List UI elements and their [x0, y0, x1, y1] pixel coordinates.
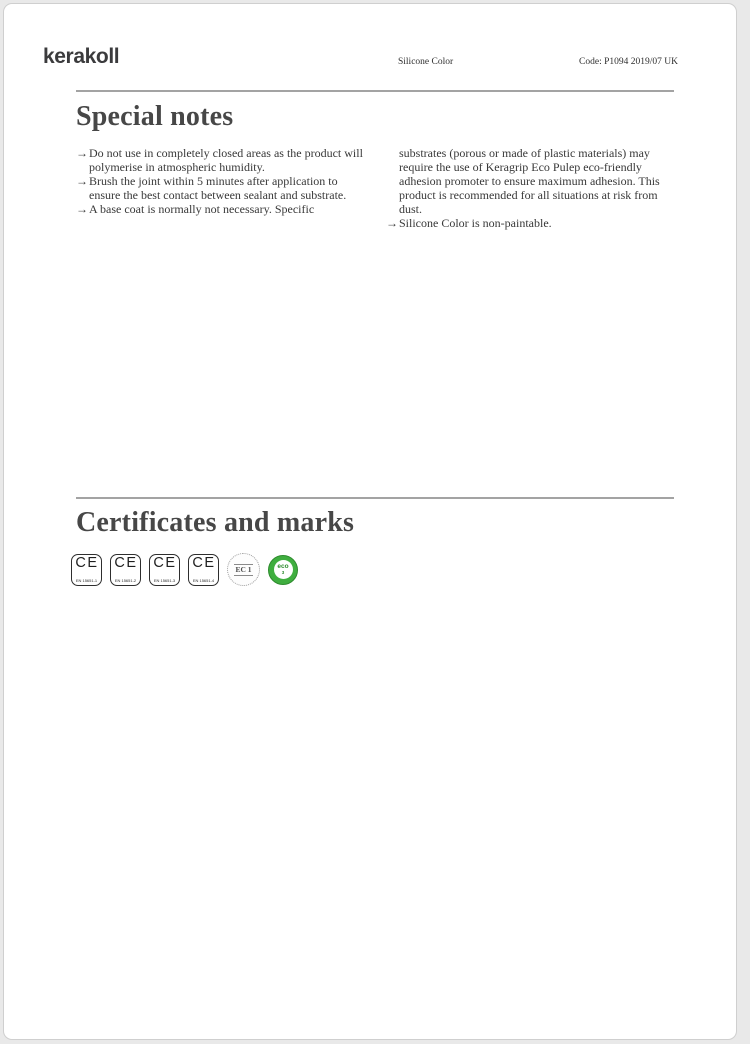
ce-standard-label: EN 15651-4	[192, 578, 215, 583]
note-item	[76, 146, 370, 174]
ce-mark-icon	[110, 554, 141, 586]
datasheet-page	[3, 3, 737, 1040]
note-item	[76, 202, 370, 216]
emicode-ec1-mark-icon	[227, 553, 260, 586]
ce-glyph: CE	[153, 554, 177, 571]
eco-label: eco	[277, 562, 289, 570]
ce-mark-icon	[188, 554, 219, 586]
ce-glyph: CE	[75, 554, 99, 571]
note-item	[386, 216, 680, 230]
eco-rating-label: 3	[281, 570, 285, 576]
eco-mark-center	[274, 560, 293, 579]
note-item-continuation	[386, 146, 680, 216]
section-divider	[76, 497, 674, 499]
note-text: substrates (porous or made of plastic materials) may require the use of Keragrip Eco Pulep eco-friendly adhesion promoter to ensure maximum adhesion. This product is recommended for all situations at risk from dust.	[399, 146, 660, 216]
note-text: Do not use in completely closed areas as the product will polymerise in atmospheric humidity.	[89, 146, 363, 174]
arrow-bullet-icon: →	[76, 202, 88, 216]
ce-mark-icon	[71, 554, 102, 586]
notes-column-right	[386, 146, 680, 230]
notes-column-left	[76, 146, 370, 216]
ce-glyph: CE	[114, 554, 138, 571]
kerakoll-logo: kerakoll	[43, 45, 120, 68]
ce-standard-label: EN 15651-2	[114, 578, 137, 583]
certificates-title: Certificates and marks	[76, 507, 355, 538]
arrow-bullet-icon: →	[76, 146, 88, 160]
arrow-bullet-icon: →	[386, 216, 398, 230]
header-product-name: Silicone Color	[398, 57, 454, 67]
note-text: Silicone Color is non-paintable.	[399, 216, 552, 230]
certification-marks-row	[71, 553, 298, 586]
note-text: Brush the joint within 5 minutes after application to ensure the best contact between sealant and substrate.	[89, 174, 347, 202]
note-item	[76, 174, 370, 202]
arrow-bullet-icon: →	[76, 174, 88, 188]
eco-greenbuilding-mark-icon	[268, 555, 298, 585]
ce-mark-icon	[149, 554, 180, 586]
ec1-label: EC 1	[235, 565, 252, 574]
header-code: Code: P1094 2019/07 UK	[579, 57, 678, 67]
ce-glyph: CE	[192, 554, 216, 571]
note-text: A base coat is normally not necessary. Specific	[89, 202, 315, 216]
section-divider	[76, 90, 674, 92]
special-notes-title: Special notes	[76, 101, 234, 132]
ce-standard-label: EN 15651-1	[75, 578, 98, 583]
ce-standard-label: EN 15651-3	[153, 578, 176, 583]
